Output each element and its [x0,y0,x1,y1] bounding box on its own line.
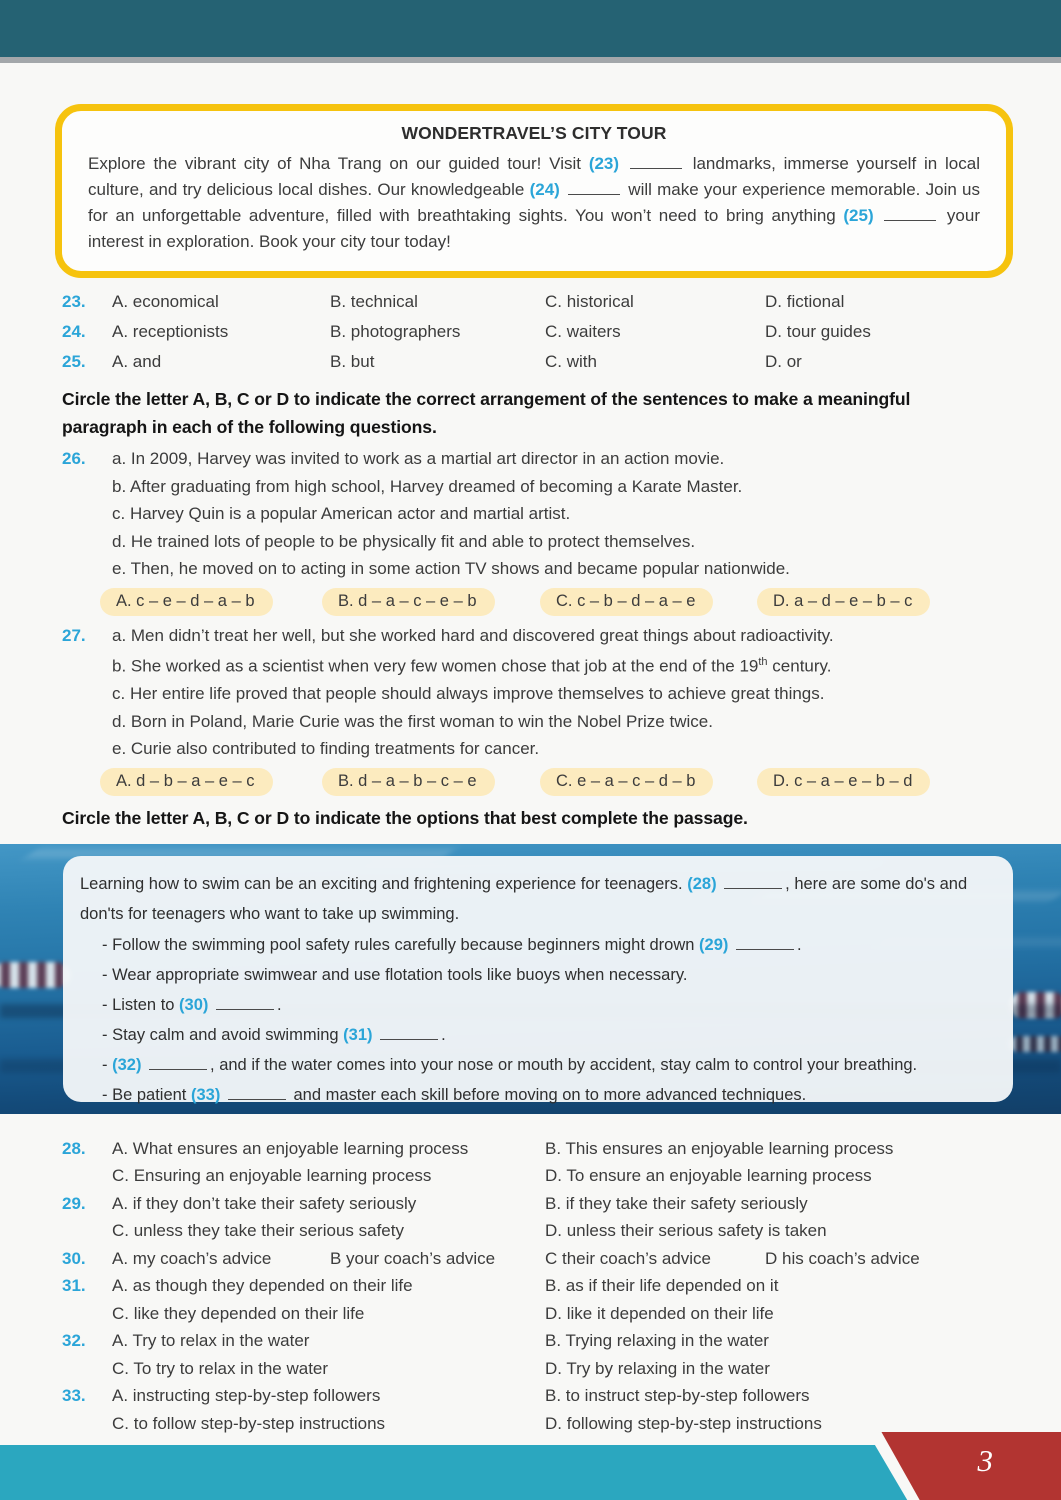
fill-in-blank [736,937,794,950]
fill-in-blank [568,182,620,195]
question-27-sentences [112,622,1013,763]
instruction-complete-passage: Circle the letter A, B, C or D to indicate the options that best complete the passage. [62,807,748,828]
question-row-24 [62,317,1061,347]
swim-rule-line: - Follow the swimming pool safety rules carefully because beginners might drown (29) . [102,935,802,954]
option-c: C. historical [545,292,634,311]
question-number: 24. [62,322,86,341]
blank-number-marker: (24) [529,180,566,199]
lane-rope-decoration [0,962,70,988]
sentence-c: c. Harvey Quin is a popular American actor and martial artist. [112,504,571,523]
question-row-31-cont [62,1300,1061,1328]
option-d: D. unless their serious safety is taken [545,1221,827,1241]
option-a: A. instructing step-by-step followers [112,1386,381,1406]
question-number: 23. [62,292,86,311]
option-a: A. if they don’t take their safety seriously [112,1193,417,1213]
sentence-d: d. He trained lots of people to be physically fit and able to protect themselves. [112,531,696,551]
swim-rule-line: - Be patient (33) and master each skill before moving on to more advanced techniques. [102,1085,807,1104]
option-a: A. Try to relax in the water [112,1331,310,1351]
question-row-31 [62,1272,1061,1300]
question-27-options [100,768,1013,796]
instruction-arrangement: Circle the letter A, B, C or D to indicate the correct arrangement of the sentences to make a meaningful paragraph in each of the following questions. [62,389,911,437]
tour-passage: Explore the vibrant city of Nha Trang on our guided tour! Visit (23) landmarks, immerse yourself in local culture, and try delicious local dishes. Our knowledgeable (24) will make your experience memorable. Join us for an unforgettable adventure, filled with breathtaking sights. You won’t need to bring anything (25) your interest in exploration. Book your city tour today! [88,154,980,251]
blank-number-marker: (28) [687,874,722,893]
question-row-25 [62,347,1061,377]
option-b: B. technical [330,292,418,311]
swim-rule-line: - (32) , and if the water comes into your nose or mouth by accident, stay calm to control your breathing. [102,1055,918,1074]
option-c: C. with [545,352,597,371]
option-c: C. e – a – c – d – b [540,768,713,796]
option-b: B. but [330,352,375,371]
option-b: B. d – a – c – e – b [322,588,495,616]
question-number: 28. [62,1138,86,1158]
option-a: A. What ensures an enjoyable learning process [112,1138,469,1158]
option-b: B. d – a – b – c – e [322,768,495,796]
sentence-b: b. After graduating from high school, Harvey dreamed of becoming a Karate Master. [112,476,743,496]
blank-number-marker: (32) [112,1055,147,1074]
question-row-29-cont [62,1217,1061,1245]
option-d: D his coach’s advice [765,1248,920,1268]
question-26-sentences [112,445,1013,583]
option-c: C. c – b – d – a – e [540,588,713,616]
sentence-d: d. Born in Poland, Marie Curie was the first woman to win the Nobel Prize twice. [112,711,713,731]
option-c: C their coach’s advice [545,1248,711,1268]
question-number: 27. [62,625,86,645]
option-d: D. following step-by-step instructions [545,1413,822,1433]
swim-paragraph: Learning how to swim can be an exciting and frightening experience for teenagers. (28) , here are some do's and don'ts for teenagers who want to take up swimming. [80,874,968,923]
question-26-options [100,588,1013,616]
fill-in-blank [380,1027,438,1040]
option-b: B. Trying relaxing in the water [545,1331,769,1351]
sentence-e: e. Curie also contributed to finding treatments for cancer. [112,739,540,759]
question-row-33 [62,1382,1061,1410]
fill-in-blank [216,997,274,1010]
option-d: D. To ensure an enjoyable learning process [545,1166,872,1186]
sentence-c: c. Her entire life proved that people should always improve themselves to achieve great things. [112,684,825,704]
question-26 [62,445,1013,616]
option-a: A. c – e – d – a – b [100,588,273,616]
sentence-b: b. She worked as a scientist when very few women chose that job at the end of the 19th century. [112,656,832,676]
page-number: 3 [977,1443,993,1478]
question-row-30 [62,1245,1061,1273]
question-row-32 [62,1327,1061,1355]
sentence-a: a. In 2009, Harvey was invited to work as a martial art director in an action movie. [112,449,725,468]
question-number: 31. [62,1276,86,1296]
option-d: D. c – a – e – b – d [757,768,930,796]
option-d: D. like it depended on their life [545,1303,774,1323]
blank-number-marker: (25) [843,206,882,225]
option-a: A. receptionists [112,322,229,341]
option-d: D. fictional [765,292,845,311]
fill-in-blank [228,1087,286,1100]
option-c: C. waiters [545,322,621,341]
option-b: B your coach’s advice [330,1248,496,1268]
option-d: D. Try by relaxing in the water [545,1358,770,1378]
top-header-bar [0,0,1061,63]
swim-rule-line: - Listen to (30) . [102,995,282,1014]
option-c: C. unless they take their serious safety [112,1221,404,1241]
question-number: 29. [62,1193,86,1213]
question-number: 32. [62,1331,86,1351]
option-d: D. a – d – e – b – c [757,588,930,616]
fill-in-blank [884,208,936,221]
fill-in-blank [149,1057,207,1070]
tour-box-title: WONDERTRAVEL’S CITY TOUR [401,123,667,143]
city-tour-box [55,104,1013,278]
sentence-e: e. Then, he moved on to acting in some action TV shows and became popular nationwide. [112,559,790,578]
option-b: B. as if their life depended on it [545,1276,779,1296]
question-row-23 [62,287,1061,317]
option-b: B. This ensures an enjoyable learning process [545,1138,894,1158]
option-a: A. as though they depended on their life [112,1276,413,1296]
option-a: A. and [112,352,162,371]
questions-28-33 [0,1135,1061,1438]
swim-rule-line: - Stay calm and avoid swimming (31) . [102,1025,446,1044]
blank-number-marker: (30) [179,995,213,1014]
question-number: 25. [62,352,86,371]
blank-number-marker: (29) [699,935,733,954]
option-a: A. d – b – a – e – c [100,768,273,796]
swim-rule-line: - Wear appropriate swimwear and use flotation tools like buoys when necessary. [102,965,688,984]
option-a: A. economical [112,292,219,311]
option-b: B. photographers [330,322,461,341]
option-d: D. or [765,352,802,371]
blank-number-marker: (23) [588,154,627,173]
fill-in-blank [724,876,782,889]
blank-number-marker: (31) [343,1025,378,1044]
option-b: B. to instruct step-by-step followers [545,1386,810,1406]
sentence-a: a. Men didn’t treat her well, but she worked hard and discovered great things about radioactivity. [112,625,834,645]
question-row-32-cont [62,1355,1061,1383]
lane-rope-decoration [1009,1036,1061,1052]
question-number: 30. [62,1248,86,1268]
question-row-29 [62,1190,1061,1218]
question-number: 26. [62,449,86,468]
blank-number-marker: (33) [190,1085,225,1104]
fill-in-blank [630,156,682,169]
question-row-28 [62,1135,1061,1163]
underwater-photo-section [0,844,1061,1114]
option-c: C. To try to relax in the water [112,1358,329,1378]
option-c: C. like they depended on their life [112,1303,365,1323]
question-row-28-cont [62,1162,1061,1190]
option-d: D. tour guides [765,322,871,341]
option-a: A. my coach’s advice [112,1248,272,1268]
option-c: C. Ensuring an enjoyable learning process [112,1166,432,1186]
questions-23-25 [0,287,1061,377]
swimming-passage-box [63,856,1013,1102]
question-27 [62,622,1013,796]
question-number: 33. [62,1386,86,1406]
option-c: C. to follow step-by-step instructions [112,1413,386,1433]
option-b: B. if they take their safety seriously [545,1193,808,1213]
